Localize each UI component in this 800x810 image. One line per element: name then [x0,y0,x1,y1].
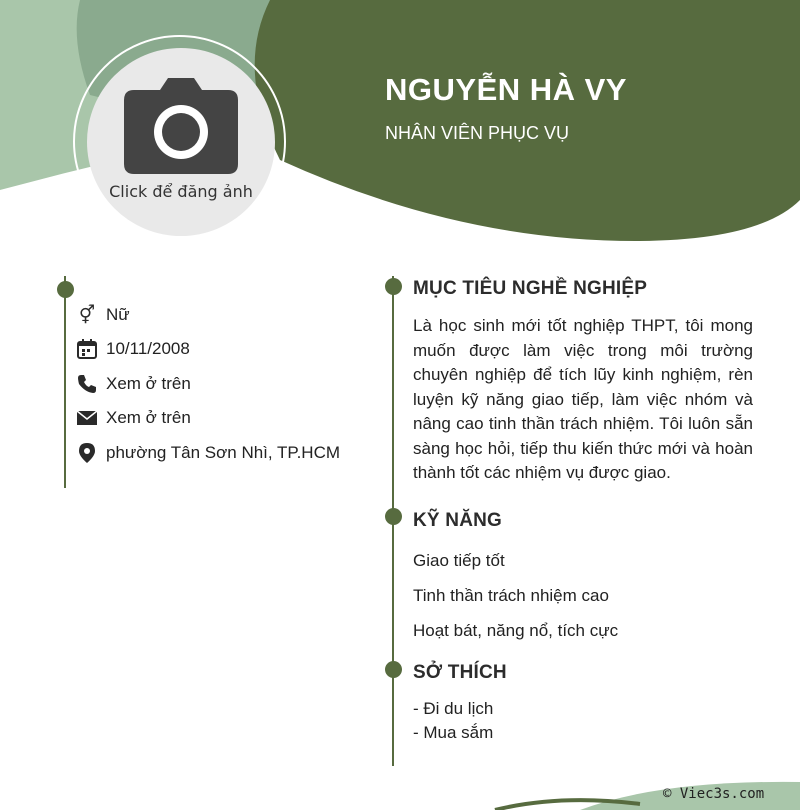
contact-address: phường Tân Sơn Nhì, TP.HCM [106,443,341,462]
copyright-text: © Viec3s.com [663,786,765,802]
calendar-icon [76,338,98,360]
contact-gender: Nữ [106,305,130,324]
contact-phone-row [76,372,191,396]
contact-timeline-line [64,276,66,488]
avatar-label: Click để đăng ảnh [109,182,253,201]
location-pin-icon [76,442,98,464]
skills-dot [385,508,402,525]
hobbies-dot [385,661,402,678]
avatar-upload[interactable] [87,48,275,236]
contact-address-row [76,441,340,465]
skill-item: Hoạt bát, năng nổ, tích cực [413,621,619,640]
candidate-position: NHÂN VIÊN PHỤC VỤ [385,123,570,143]
contact-birthdate-row [76,337,190,361]
contact-email: Xem ở trên [106,408,191,427]
candidate-name: NGUYỄN HÀ VY [385,72,627,107]
gender-icon: ⚥ [78,304,96,325]
objective-title: MỤC TIÊU NGHỀ NGHIỆP [413,278,648,299]
skill-item: Giao tiếp tốt [413,551,505,570]
hobbies-title: SỞ THÍCH [413,662,507,683]
contact-timeline-dot [57,281,74,298]
hobby-item: - Đi du lịch [413,699,494,718]
contact-phone: Xem ở trên [106,374,191,393]
contact-birthdate: 10/11/2008 [106,339,190,358]
header-dark-shape [255,0,800,241]
phone-icon [76,373,98,395]
camera-icon [124,76,238,174]
contact-gender-row [76,303,130,327]
objective-text: Là học sinh mới tốt nghiệp THPT, tôi mong muốn được làm việc trong môi trường chuyên nghiệp để tích lũy kinh nghiệm, rèn luyện kỹ năng giao tiếp, làm việc nhóm và nâng cao tinh thần trách nhiệm. Tôi luôn sẵn sàng học hỏi, tiếp thu kiến thức mới và hoàn thành tốt các nhiệm vụ được giao. [413,316,753,482]
skills-title: KỸ NĂNG [413,510,503,531]
envelope-icon [76,407,98,429]
skill-item: Tinh thần trách nhiệm cao [413,586,609,605]
contact-email-row [76,406,191,430]
objective-dot [385,278,402,295]
hobby-item: - Mua sắm [413,723,494,742]
footer-decoration [0,760,800,810]
